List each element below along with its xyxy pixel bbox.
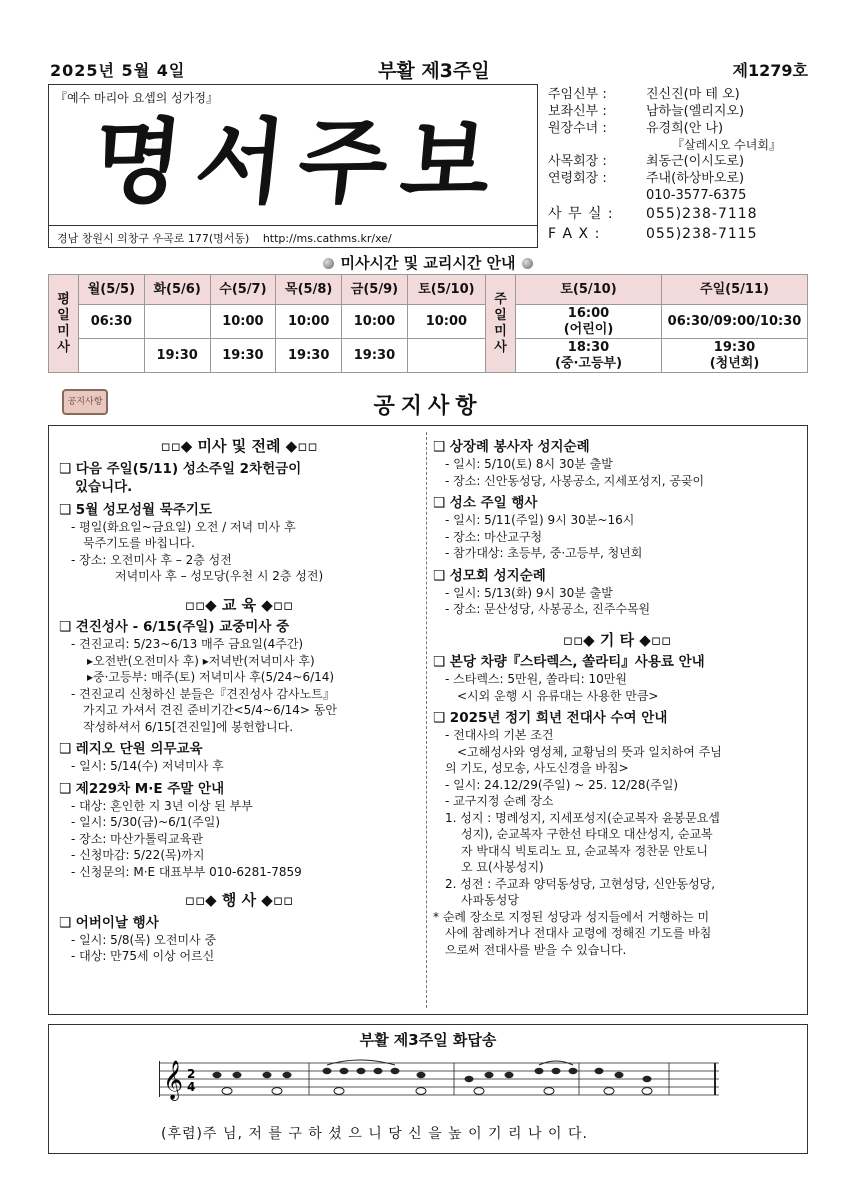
mass-time: 19:30 (144, 339, 210, 373)
staff-name: 진신진(마 테 오) (646, 87, 740, 102)
mass-time: 16:00 (어린이) (516, 305, 662, 339)
notice-line: 성지), 순교복자 구한선 타대오 대산성지, 순교복 (461, 827, 713, 841)
day-header: 수(5/7) (210, 275, 276, 305)
notice-line: - 전대사의 기본 조건 (445, 728, 554, 742)
notice-heading: ❑ 다음 주일(5/11) 성소주일 2차헌금이 (59, 460, 302, 477)
staff-row (548, 86, 808, 103)
notice-left-column (59, 436, 419, 965)
mass-time (144, 305, 210, 339)
notice-line: - 장소: 문산성당, 사봉공소, 진주수목원 (445, 602, 651, 616)
top-line (48, 56, 808, 84)
mass-time: 10:00 (342, 305, 408, 339)
notice-line: - 견진교리 신청하신 분들은『견진성사 감사노트』 (71, 686, 335, 701)
bullet-dot-icon (522, 258, 533, 269)
bullet-dot-icon (323, 258, 334, 269)
mass-time: 19:30 (청년회) (662, 339, 808, 373)
staff-name: 주내(하상바오로) (646, 171, 745, 186)
notice-line: - 일시: 5/8(목) 오전미사 중 (71, 932, 217, 947)
mass-schedule-heading: 미사시간 및 교리시간 안내 (340, 254, 516, 272)
fax-label: F A X : (548, 226, 601, 242)
notice-banner (48, 383, 808, 421)
notice-heading: ❑ 2025년 정기 희년 전대사 수여 안내 (433, 710, 668, 726)
svg-text:4: 4 (187, 1080, 196, 1094)
mass-schedule-table (48, 274, 808, 373)
notice-line: 자 박대식 빅토리노 묘, 순교복자 정찬문 안토니 (461, 843, 708, 858)
mass-time: 10:00 (407, 305, 485, 339)
parish-address-bar (49, 225, 537, 247)
notice-title: 공지사항 (373, 394, 483, 419)
bulletin-date: 2025년 5월 4일 (50, 61, 186, 80)
office-phone-row (548, 204, 808, 224)
notice-line: - 스타렉스: 5만원, 쏠라티: 10만원 (445, 672, 627, 686)
notice-line: - 평일(화요일~금요일) 오전 / 저녁 미사 후 (71, 519, 296, 534)
notice-heading: ❑ 제229차 M·E 주말 안내 (59, 780, 225, 797)
notice-box (48, 425, 808, 1015)
issue-number: 제1279호 (732, 61, 808, 80)
staff-row (548, 103, 808, 120)
mass-time: 18:30 (중·고등부) (516, 339, 662, 373)
staff-name: 최동근(이시도로) (646, 154, 745, 169)
staff-row (548, 153, 808, 170)
music-staff (159, 1051, 719, 1121)
staff-role: 연령회장 : (548, 171, 607, 186)
parish-address: 경남 창원시 의창구 우곡로 177(명서동) (57, 232, 250, 245)
treble-clef-icon: 𝄞 (163, 1060, 184, 1100)
notice-line: - 장소: 신안동성당, 사봉공소, 지세포성지, 공곶이 (445, 473, 705, 488)
weekday-mass-label: 평 일 미 사 (49, 275, 79, 373)
staff-directory (548, 86, 808, 244)
notice-line: - 신청마감: 5/22(목)까지 (71, 848, 205, 862)
day-header: 토(5/10) (407, 275, 485, 305)
notice-line: ▸오전반(오전미사 후) ▸저녁반(저녁미사 후) (87, 653, 315, 668)
notice-line: 의 기도, 성모송, 사도신경을 바침> (445, 761, 629, 775)
mass-time: 19:30 (342, 339, 408, 373)
mass-time: 06:30/09:00/10:30 (662, 305, 808, 339)
notice-line: 저녁미사 후 – 성모당(우천 시 2층 성전) (115, 569, 324, 583)
fax-row (548, 224, 808, 244)
staff-row (548, 120, 808, 137)
section-heading: ▫▫◆ 미사 및 전례 ◆▫▫ (160, 437, 318, 455)
notice-line: - 장소: 오전미사 후 – 2층 성전 (71, 552, 232, 567)
notice-line: - 견진교리: 5/23~6/13 매주 금요일(4주간) (71, 637, 304, 651)
notice-line: 오 묘(사봉성지) (461, 860, 544, 874)
masthead (48, 84, 538, 248)
notice-heading: ❑ 본당 차량『스타렉스, 쏠라티』사용료 안내 (433, 654, 705, 670)
parish-family-motto: 『예수 마리아 요셉의 성가정』 (55, 91, 218, 105)
notice-line: - 일시: 5/14(수) 저녁미사 후 (71, 759, 224, 773)
parish-url[interactable]: http://ms.cathms.kr/xe/ (262, 232, 392, 245)
notice-heading: ❑ 레지오 단원 의무교육 (59, 741, 203, 757)
liturgical-week: 부활 제3주일 (378, 60, 490, 82)
section-heading: ▫▫◆ 교 육 ◆▫▫ (184, 595, 294, 614)
staff-role: 원장수녀 : (548, 121, 607, 136)
staff-name: 남하늘(엘리지오) (646, 104, 745, 119)
staff-role: 사목회장 : (548, 154, 607, 169)
mass-time: 19:30 (210, 339, 276, 373)
day-header: 주일(5/11) (662, 275, 808, 305)
notice-heading: ❑ 상장례 봉사자 성지순례 (433, 439, 590, 455)
notice-line: - 일시: 5/13(화) 9시 30분 출발 (445, 585, 613, 600)
notice-line: 사에 참례하거나 전대사 교령에 정해진 기도를 바침 (445, 926, 712, 940)
psalm-title: 부활 제3주일 화답송 (359, 1031, 497, 1049)
sisters-order: 『살레시오 수녀회』 (672, 138, 781, 152)
day-header: 목(5/8) (276, 275, 342, 305)
staff-role: 주임신부 : (548, 87, 607, 102)
section-heading: ▫▫◆ 기 타 ◆▫▫ (562, 630, 672, 649)
fax-number: 055)238-7115 (646, 226, 758, 242)
column-divider (426, 432, 427, 1008)
notice-line: 사파동성당 (461, 893, 519, 907)
notice-line: - 대상: 만75세 이상 어르신 (71, 949, 215, 963)
notice-line: - 일시: 5/11(주일) 9시 30분~16시 (445, 513, 635, 527)
notice-line: ▸중·고등부: 매주(토) 저녁미사 후(5/24~6/14) (87, 670, 335, 684)
psalm-response-box (48, 1024, 808, 1154)
notice-line: * 순례 장소로 지정된 성당과 성지들에서 거행하는 미 (433, 909, 710, 924)
day-header: 월(5/5) (79, 275, 145, 305)
extra-phone: 010-3577-6375 (646, 188, 747, 203)
notice-heading: ❑ 5월 성모성월 묵주기도 (59, 501, 212, 518)
notice-line: - 참가대상: 초등부, 중·고등부, 청년회 (445, 546, 643, 560)
staff-role: 보좌신부 : (548, 104, 607, 119)
day-header: 토(5/10) (516, 275, 662, 305)
mass-time: 06:30 (79, 305, 145, 339)
svg-text:2: 2 (187, 1067, 196, 1081)
mass-time (79, 339, 145, 373)
notice-heading: ❑ 견진성사 - 6/15(주일) 교중미사 중 (59, 619, 290, 635)
day-header: 화(5/6) (144, 275, 210, 305)
mass-schedule-title (48, 252, 808, 273)
notice-line: 으로써 전대사를 받을 수 있습니다. (445, 942, 627, 957)
mass-time: 10:00 (276, 305, 342, 339)
notice-heading: ❑ 성소 주일 행사 (433, 495, 538, 511)
notice-line: - 장소: 마산가톨릭교육관 (71, 831, 203, 846)
notice-line: - 교구지정 순례 장소 (445, 794, 554, 808)
section-heading: ▫▫◆ 행 사 ◆▫▫ (184, 891, 294, 909)
notice-line: - 장소: 마산교구청 (445, 529, 543, 544)
notice-line: - 대상: 혼인한 지 3년 이상 된 부부 (71, 798, 253, 813)
notice-line: - 일시: 5/30(금)~6/1(주일) (71, 815, 221, 829)
staff-row (548, 170, 808, 187)
notice-line: 2. 성전 : 주교좌 양덕동성당, 고현성당, 신안동성당, (445, 876, 716, 891)
psalm-lyrics: (후렴)주 님, 저 를 구 하 셨 으 니 당 신 을 높 이 기 리 나 이 다. (161, 1126, 588, 1142)
weekend-mass-label: 주 일 미 사 (486, 275, 516, 373)
mass-time: 19:30 (276, 339, 342, 373)
notice-line: - 일시: 24.12/29(주일) ~ 25. 12/28(주일) (445, 777, 679, 792)
staff-name: 유경희(안 나) (646, 121, 724, 136)
notice-line: - 일시: 5/10(토) 8시 30분 출발 (445, 457, 613, 471)
notice-line: 작성하셔서 6/15[견진일]에 봉헌합니다. (83, 719, 294, 734)
notice-line: <시외 운행 시 유류대는 사용한 만큼> (457, 688, 659, 703)
day-header: 금(5/9) (342, 275, 408, 305)
office-phone: 055)238-7118 (646, 206, 758, 222)
bulletin-logo: 명서주보 (87, 108, 511, 216)
notice-board-icon: 공지사항 (62, 389, 108, 415)
notice-line: 묵주기도를 바칩니다. (83, 536, 195, 550)
notice-line: 가지고 가셔서 견진 준비기간<5/4~6/14> 동안 (83, 703, 337, 717)
office-label: 사 무 실 : (548, 206, 614, 222)
notice-line: <고해성사와 영성체, 교황님의 뜻과 일치하여 주님 (457, 744, 722, 759)
notice-right-column (433, 436, 801, 958)
notice-heading: ❑ 어버이날 행사 (59, 914, 159, 931)
notice-line: - 신청문의: M·E 대표부부 010-6281-7859 (71, 864, 302, 879)
staff-row (548, 187, 808, 204)
mass-time: 10:00 (210, 305, 276, 339)
notice-line: 1. 성지 : 명례성지, 지세포성지(순교복자 윤봉문요셉 (445, 810, 720, 825)
notice-heading: ❑ 성모회 성지순례 (433, 567, 546, 584)
notice-heading: 있습니다. (75, 478, 133, 495)
mass-time (407, 339, 485, 373)
